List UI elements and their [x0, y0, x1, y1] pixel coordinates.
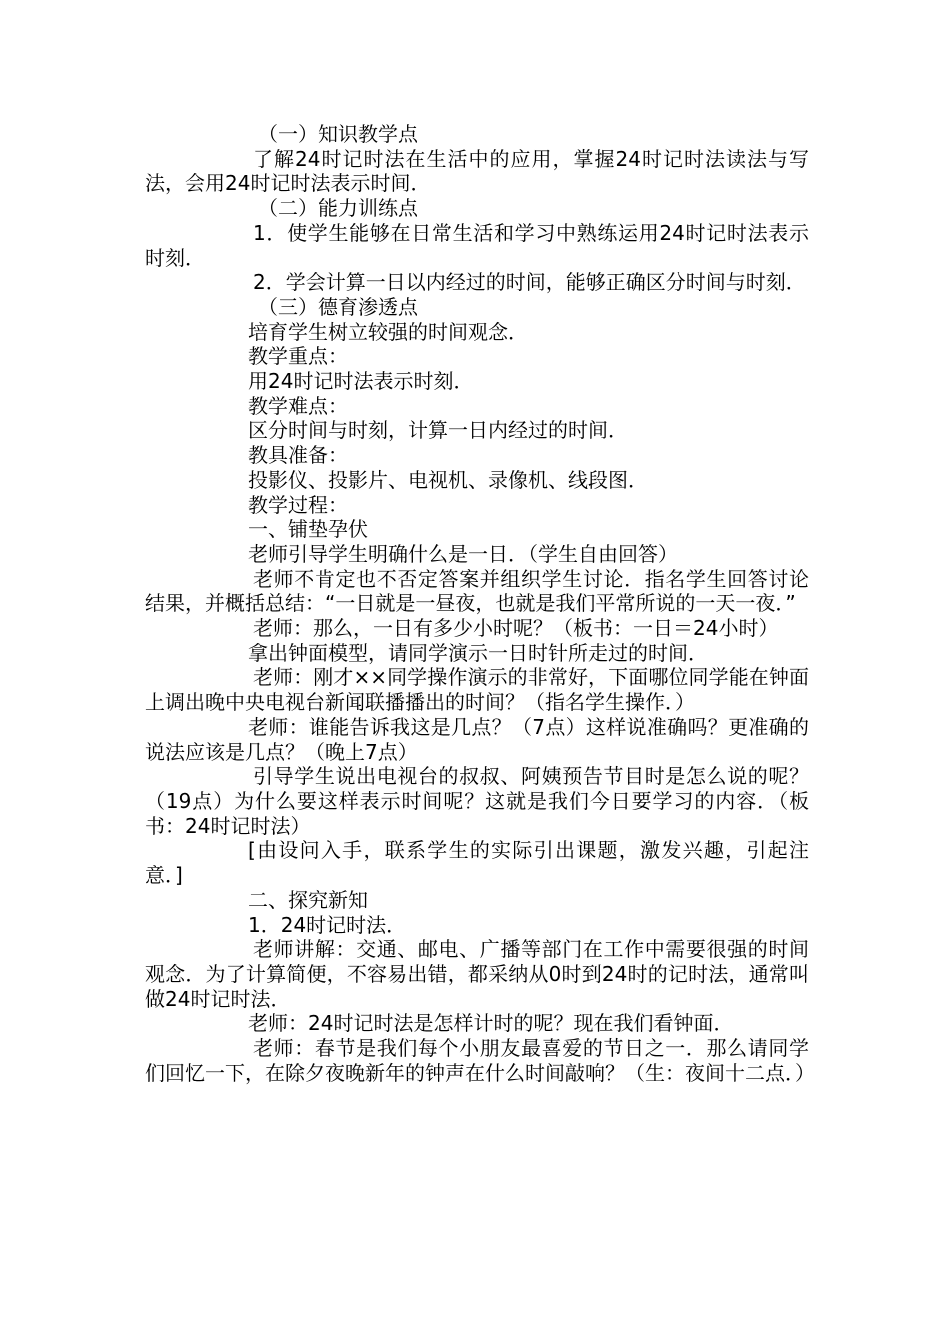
paragraph: 老师不肯定也不否定答案并组织学生讨论．指名学生回答讨论结果，并概括总结：“一日就是一昼夜，也就是我们平常所说的一天一夜．”	[145, 566, 809, 616]
section-heading-ability: （二）能力训练点	[258, 196, 418, 221]
paragraph: 老师：24时记时法是怎样计时的呢？现在我们看钟面．	[248, 1011, 734, 1036]
section-heading-knowledge: （一）知识教学点	[258, 122, 418, 146]
paragraph: 培育学生树立较强的时间观念．	[248, 319, 528, 344]
paragraph: 拿出钟面模型，请同学演示一日时针所走过的时间．	[248, 640, 708, 665]
label-process: 教学过程：	[248, 492, 348, 517]
list-item: 1．使学生能够在日常生活和学习中熟练运用24时记时法表示时刻．	[145, 220, 809, 270]
label-materials: 教具准备：	[248, 443, 348, 468]
paragraph: 区分时间与时刻，计算一日内经过的时间．	[248, 418, 628, 443]
document-body	[145, 122, 815, 1085]
section-heading-moral: （三）德育渗透点	[258, 294, 418, 319]
paragraph: 老师：刚才××同学操作演示的非常好，下面哪位同学能在钟面上调出晚中央电视台新闻联播播出的时间？（指名学生操作．）	[145, 665, 809, 715]
list-item: 1．24时记时法．	[248, 912, 407, 937]
paragraph: 了解24时记时法在生活中的应用，掌握24时记时法读法与写法，会用24时记时法表示时间．	[145, 146, 809, 196]
paragraph: 老师：谁能告诉我这是几点？（7点）这样说准确吗？更准确的说法应该是几点？（晚上7点）	[145, 714, 809, 764]
paragraph: 投影仪、投影片、电视机、录像机、线段图．	[248, 467, 648, 492]
paragraph: 用24时记时法表示时刻．	[248, 369, 474, 394]
paragraph: 老师讲解：交通、邮电、广播等部门在工作中需要很强的时间观念．为了计算简便，不容易出错，都采纳从0时到24时的记时法，通常叫做24时记时法．	[145, 937, 809, 1011]
paragraph: 老师：春节是我们每个小朋友最喜爱的节日之一．那么请同学们回忆一下，在除夕夜晚新年的钟声在什么时间敲响？（生：夜间十二点．）	[145, 1036, 815, 1085]
paragraph: 老师：那么，一日有多少小时呢？（板书：一日＝24小时）	[253, 616, 779, 641]
label-key-point: 教学重点：	[248, 344, 348, 369]
section-heading-step-one: 一、铺垫孕伏	[248, 517, 368, 542]
label-difficulty: 教学难点：	[248, 393, 348, 418]
section-heading-step-two: 二、探究新知	[248, 887, 368, 912]
paragraph: 老师引导学生明确什么是一日．（学生自由回答）	[248, 541, 678, 566]
list-item: 2．学会计算一日以内经过的时间，能够正确区分时间与时刻．	[253, 270, 806, 295]
paragraph: 引导学生说出电视台的叔叔、阿姨预告节目时是怎么说的呢？（19点）为什么要这样表示时间呢？这就是我们今日要学习的内容．（板书：24时记时法）	[145, 764, 809, 838]
paragraph-note: [由设问入手，联系学生的实际引出课题，激发兴趣，引起注意．]	[145, 838, 809, 888]
